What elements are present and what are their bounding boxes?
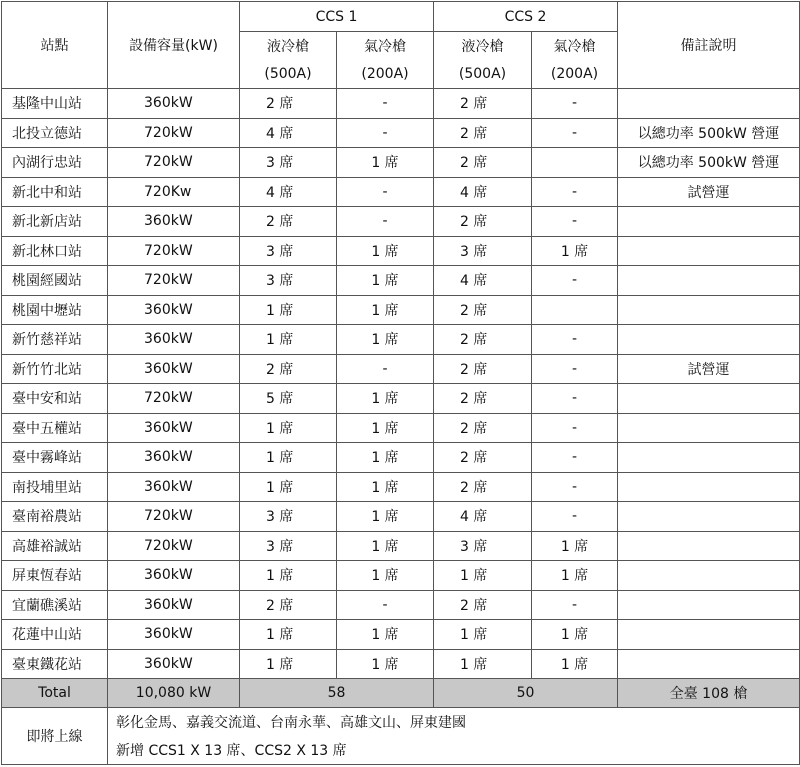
- ccs1-air-count: 1 席: [337, 384, 434, 414]
- table-row: [2, 502, 800, 532]
- ccs2-liquid-count: 1 席: [434, 649, 532, 679]
- ccs1-air-count: 1 席: [337, 236, 434, 266]
- ccs1-liquid-count: 1 席: [240, 443, 337, 473]
- header-ccs2-air: 氣冷槍: [532, 32, 618, 61]
- station-capacity: 720kW: [108, 384, 240, 414]
- ccs1-liquid-count: 2 席: [240, 89, 337, 119]
- station-capacity: 360kW: [108, 590, 240, 620]
- ccs2-liquid-count: 2 席: [434, 590, 532, 620]
- station-capacity: 720Kw: [108, 177, 240, 207]
- ccs1-liquid-count: 3 席: [240, 266, 337, 296]
- ccs2-air-count: -: [532, 89, 618, 119]
- station-name: 新北林口站: [2, 236, 108, 266]
- ccs2-liquid-count: 4 席: [434, 177, 532, 207]
- table-row: [2, 649, 800, 679]
- ccs1-liquid-count: 2 席: [240, 207, 337, 237]
- table-row: [2, 118, 800, 148]
- ccs1-liquid-count: 3 席: [240, 531, 337, 561]
- station-note: [618, 384, 800, 414]
- ccs1-liquid-count: 2 席: [240, 354, 337, 384]
- upcoming-row-1: [2, 708, 800, 737]
- header-ccs1-air-rating: (200A): [337, 60, 434, 89]
- ccs1-air-count: 1 席: [337, 649, 434, 679]
- station-name: 桃園經國站: [2, 266, 108, 296]
- table-row: [2, 620, 800, 650]
- station-capacity: 360kW: [108, 443, 240, 473]
- ccs1-air-count: 1 席: [337, 620, 434, 650]
- station-capacity: 360kW: [108, 472, 240, 502]
- station-note: 以總功率 500kW 營運: [618, 118, 800, 148]
- ccs2-air-count: -: [532, 443, 618, 473]
- ccs2-air-count: -: [532, 590, 618, 620]
- station-capacity: 360kW: [108, 89, 240, 119]
- station-capacity: 720kW: [108, 118, 240, 148]
- table-row: [2, 295, 800, 325]
- station-note: 試營運: [618, 354, 800, 384]
- station-name: 臺中五權站: [2, 413, 108, 443]
- header-ccs2-liquid: 液冷槍: [434, 32, 532, 61]
- station-note: [618, 236, 800, 266]
- ccs2-air-count: -: [532, 177, 618, 207]
- ccs1-air-count: 1 席: [337, 561, 434, 591]
- charging-station-table: [1, 1, 800, 765]
- total-row: [2, 679, 800, 708]
- ccs1-air-count: 1 席: [337, 502, 434, 532]
- ccs2-liquid-count: 2 席: [434, 295, 532, 325]
- station-name: 北投立德站: [2, 118, 108, 148]
- ccs1-liquid-count: 1 席: [240, 295, 337, 325]
- station-capacity: 720kW: [108, 531, 240, 561]
- table-row: [2, 354, 800, 384]
- ccs2-air-count: 1 席: [532, 531, 618, 561]
- ccs1-air-count: 1 席: [337, 266, 434, 296]
- ccs2-air-count: 1 席: [532, 561, 618, 591]
- ccs2-air-count: -: [532, 384, 618, 414]
- station-name: 新竹竹北站: [2, 354, 108, 384]
- total-ccs2: 50: [434, 679, 618, 708]
- table-row: [2, 472, 800, 502]
- header-ccs1-liquid: 液冷槍: [240, 32, 337, 61]
- ccs1-liquid-count: 1 席: [240, 413, 337, 443]
- ccs2-liquid-count: 2 席: [434, 148, 532, 178]
- ccs1-air-count: 1 席: [337, 325, 434, 355]
- table-row: [2, 384, 800, 414]
- ccs2-air-count: -: [532, 207, 618, 237]
- station-name: 新竹慈祥站: [2, 325, 108, 355]
- station-note: [618, 413, 800, 443]
- station-capacity: 720kW: [108, 236, 240, 266]
- ccs1-liquid-count: 1 席: [240, 620, 337, 650]
- station-name: 臺東鐵花站: [2, 649, 108, 679]
- ccs2-air-count: 1 席: [532, 620, 618, 650]
- ccs2-air-count: 1 席: [532, 649, 618, 679]
- ccs2-air-count: -: [532, 118, 618, 148]
- header-ccs1-liquid-rating: (500A): [240, 60, 337, 89]
- station-note: [618, 295, 800, 325]
- station-name: 新北中和站: [2, 177, 108, 207]
- ccs2-liquid-count: 2 席: [434, 413, 532, 443]
- ccs2-liquid-count: 2 席: [434, 443, 532, 473]
- station-note: 試營運: [618, 177, 800, 207]
- station-note: [618, 443, 800, 473]
- header-row-1: [2, 2, 800, 32]
- ccs1-air-count: 1 席: [337, 472, 434, 502]
- ccs2-liquid-count: 1 席: [434, 561, 532, 591]
- station-name: 宜蘭礁溪站: [2, 590, 108, 620]
- ccs2-liquid-count: 4 席: [434, 266, 532, 296]
- station-note: [618, 561, 800, 591]
- station-name: 新北新店站: [2, 207, 108, 237]
- station-capacity: 720kW: [108, 266, 240, 296]
- ccs1-liquid-count: 1 席: [240, 472, 337, 502]
- station-name: 臺中霧峰站: [2, 443, 108, 473]
- ccs1-liquid-count: 3 席: [240, 502, 337, 532]
- station-capacity: 360kW: [108, 325, 240, 355]
- ccs2-liquid-count: 3 席: [434, 236, 532, 266]
- station-note: [618, 325, 800, 355]
- ccs2-air-count: [532, 295, 618, 325]
- ccs2-air-count: -: [532, 472, 618, 502]
- ccs1-air-count: -: [337, 207, 434, 237]
- station-capacity: 720kW: [108, 502, 240, 532]
- station-note: [618, 266, 800, 296]
- station-capacity: 360kW: [108, 649, 240, 679]
- total-ccs1: 58: [240, 679, 434, 708]
- upcoming-row-2: [2, 736, 800, 765]
- header-notes: 備註說明: [618, 2, 800, 89]
- table-row: [2, 148, 800, 178]
- table-row: [2, 266, 800, 296]
- ccs2-liquid-count: 2 席: [434, 384, 532, 414]
- station-capacity: 720kW: [108, 148, 240, 178]
- header-ccs2-air-rating: (200A): [532, 60, 618, 89]
- ccs2-liquid-count: 2 席: [434, 472, 532, 502]
- ccs1-air-count: -: [337, 118, 434, 148]
- station-note: [618, 531, 800, 561]
- table-row: [2, 531, 800, 561]
- ccs2-liquid-count: 1 席: [434, 620, 532, 650]
- ccs1-air-count: 1 席: [337, 413, 434, 443]
- ccs1-air-count: 1 席: [337, 443, 434, 473]
- upcoming-additions: 新增 CCS1 X 13 席、CCS2 X 13 席: [108, 736, 800, 765]
- ccs2-liquid-count: 2 席: [434, 325, 532, 355]
- ccs2-liquid-count: 2 席: [434, 354, 532, 384]
- station-note: [618, 649, 800, 679]
- total-note: 全臺 108 槍: [618, 679, 800, 708]
- station-name: 內湖行忠站: [2, 148, 108, 178]
- ccs2-liquid-count: 2 席: [434, 207, 532, 237]
- upcoming-stations: 彰化金馬、嘉義交流道、台南永華、高雄文山、屏東建國: [108, 708, 800, 737]
- header-ccs1: CCS 1: [240, 2, 434, 32]
- ccs1-air-count: -: [337, 590, 434, 620]
- station-name: 臺中安和站: [2, 384, 108, 414]
- station-note: [618, 590, 800, 620]
- ccs2-air-count: -: [532, 325, 618, 355]
- total-capacity: 10,080 kW: [108, 679, 240, 708]
- station-name: 南投埔里站: [2, 472, 108, 502]
- ccs1-air-count: -: [337, 354, 434, 384]
- table-row: [2, 443, 800, 473]
- ccs1-liquid-count: 3 席: [240, 236, 337, 266]
- station-name: 臺南裕農站: [2, 502, 108, 532]
- station-capacity: 360kW: [108, 561, 240, 591]
- ccs1-liquid-count: 4 席: [240, 177, 337, 207]
- station-capacity: 360kW: [108, 295, 240, 325]
- ccs2-liquid-count: 3 席: [434, 531, 532, 561]
- station-note: [618, 502, 800, 532]
- ccs2-liquid-count: 2 席: [434, 118, 532, 148]
- table-row: [2, 413, 800, 443]
- station-note: [618, 207, 800, 237]
- ccs1-liquid-count: 1 席: [240, 649, 337, 679]
- ccs1-air-count: -: [337, 177, 434, 207]
- upcoming-label: 即將上線: [2, 708, 108, 765]
- station-note: [618, 472, 800, 502]
- header-capacity: 設備容量(kW): [108, 2, 240, 89]
- table-row: [2, 236, 800, 266]
- station-note: 以總功率 500kW 營運: [618, 148, 800, 178]
- ccs2-air-count: [532, 148, 618, 178]
- table-row: [2, 561, 800, 591]
- ccs2-air-count: -: [532, 502, 618, 532]
- ccs1-liquid-count: 4 席: [240, 118, 337, 148]
- station-rows: [2, 89, 800, 679]
- station-name: 基隆中山站: [2, 89, 108, 119]
- ccs1-air-count: 1 席: [337, 148, 434, 178]
- station-name: 屏東恆春站: [2, 561, 108, 591]
- table-row: [2, 207, 800, 237]
- table-row: [2, 177, 800, 207]
- station-capacity: 360kW: [108, 413, 240, 443]
- station-note: [618, 620, 800, 650]
- station-note: [618, 89, 800, 119]
- header-station: 站點: [2, 2, 108, 89]
- station-name: 花蓮中山站: [2, 620, 108, 650]
- ccs1-air-count: -: [337, 89, 434, 119]
- station-capacity: 360kW: [108, 207, 240, 237]
- station-capacity: 360kW: [108, 354, 240, 384]
- ccs2-air-count: -: [532, 354, 618, 384]
- header-ccs1-air: 氣冷槍: [337, 32, 434, 61]
- ccs1-liquid-count: 2 席: [240, 590, 337, 620]
- station-capacity: 360kW: [108, 620, 240, 650]
- header-ccs2: CCS 2: [434, 2, 618, 32]
- table-row: [2, 590, 800, 620]
- total-label: Total: [2, 679, 108, 708]
- ccs1-air-count: 1 席: [337, 531, 434, 561]
- ccs2-liquid-count: 4 席: [434, 502, 532, 532]
- ccs1-liquid-count: 3 席: [240, 148, 337, 178]
- table-row: [2, 89, 800, 119]
- ccs1-liquid-count: 1 席: [240, 325, 337, 355]
- table-row: [2, 325, 800, 355]
- station-name: 高雄裕誠站: [2, 531, 108, 561]
- ccs1-liquid-count: 5 席: [240, 384, 337, 414]
- ccs1-air-count: 1 席: [337, 295, 434, 325]
- header-ccs2-liquid-rating: (500A): [434, 60, 532, 89]
- ccs2-air-count: 1 席: [532, 236, 618, 266]
- station-name: 桃園中壢站: [2, 295, 108, 325]
- ccs2-air-count: -: [532, 266, 618, 296]
- ccs2-liquid-count: 2 席: [434, 89, 532, 119]
- ccs1-liquid-count: 1 席: [240, 561, 337, 591]
- ccs2-air-count: -: [532, 413, 618, 443]
